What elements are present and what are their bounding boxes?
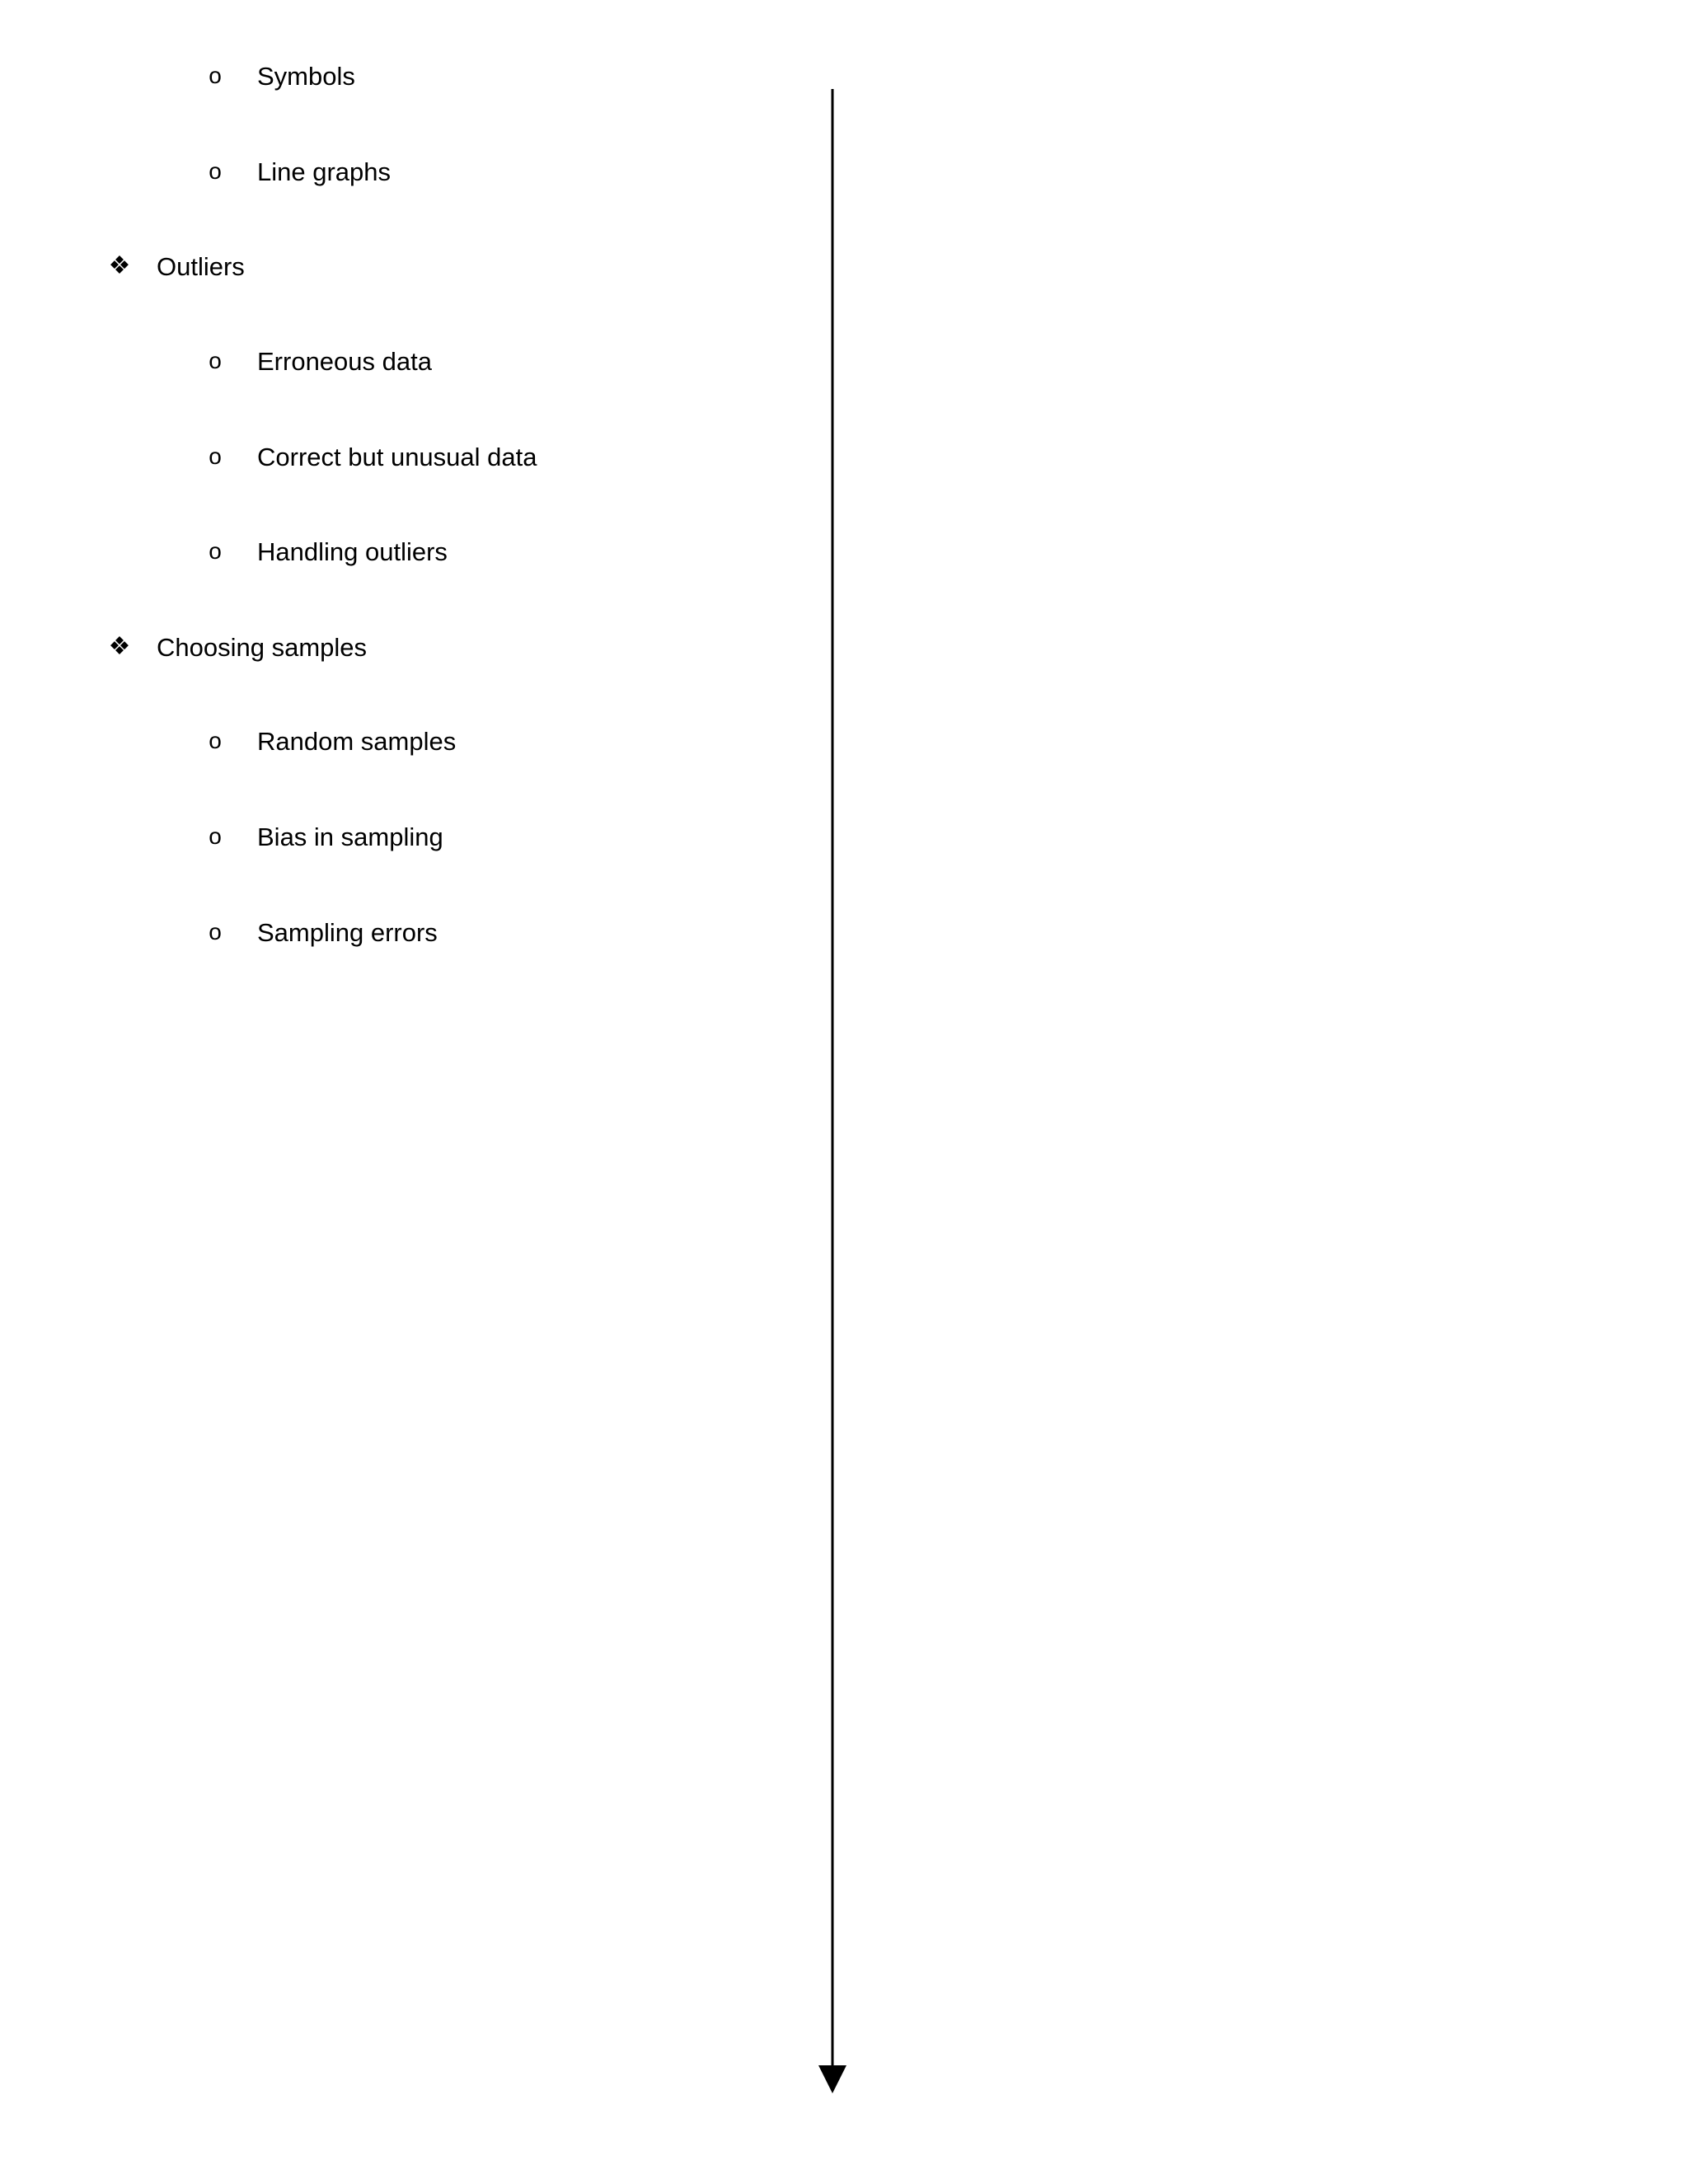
four-diamond-bullet-icon: ❖ [108, 252, 131, 279]
outline-item-text: Erroneous data [257, 346, 432, 376]
hollow-circle-bullet-icon: o [209, 538, 222, 564]
hollow-circle-bullet-icon: o [209, 728, 222, 753]
outline-heading-outliers [107, 246, 245, 287]
outline-item-line-graphs [206, 151, 391, 192]
outline-item-text: Symbols [257, 61, 355, 91]
outline-item-text: Sampling errors [257, 917, 438, 947]
four-diamond-bullet-icon: ❖ [108, 633, 131, 660]
outline-heading-choosing-samples [107, 626, 367, 668]
outline-item-random-samples [206, 720, 456, 762]
hollow-circle-bullet-icon: o [209, 63, 222, 88]
outline-heading-text: Choosing samples [157, 632, 368, 662]
hollow-circle-bullet-icon: o [209, 823, 222, 849]
hollow-circle-bullet-icon: o [209, 443, 222, 469]
hollow-circle-bullet-icon: o [209, 348, 222, 373]
outline-item-bias-in-sampling [206, 816, 443, 857]
outline-item-correct-but-unusual-data [206, 436, 537, 477]
outline-item-text: Line graphs [257, 157, 392, 186]
outline-item-handling-outliers [206, 531, 448, 572]
outline-item-erroneous-data [206, 340, 432, 382]
outline-item-text: Bias in sampling [257, 822, 443, 851]
outline-item-text: Correct but unusual data [257, 442, 537, 471]
outline-heading-text: Outliers [157, 251, 245, 281]
outline-item-text: Random samples [257, 726, 457, 756]
hollow-circle-bullet-icon: o [209, 158, 222, 184]
arrow-down-icon [818, 2065, 846, 2093]
timeline-arrow [816, 89, 849, 2100]
outline-item-text: Handling outliers [257, 537, 448, 566]
outline-item-symbols [206, 55, 355, 96]
outline-item-sampling-errors [206, 912, 438, 953]
hollow-circle-bullet-icon: o [209, 919, 222, 944]
